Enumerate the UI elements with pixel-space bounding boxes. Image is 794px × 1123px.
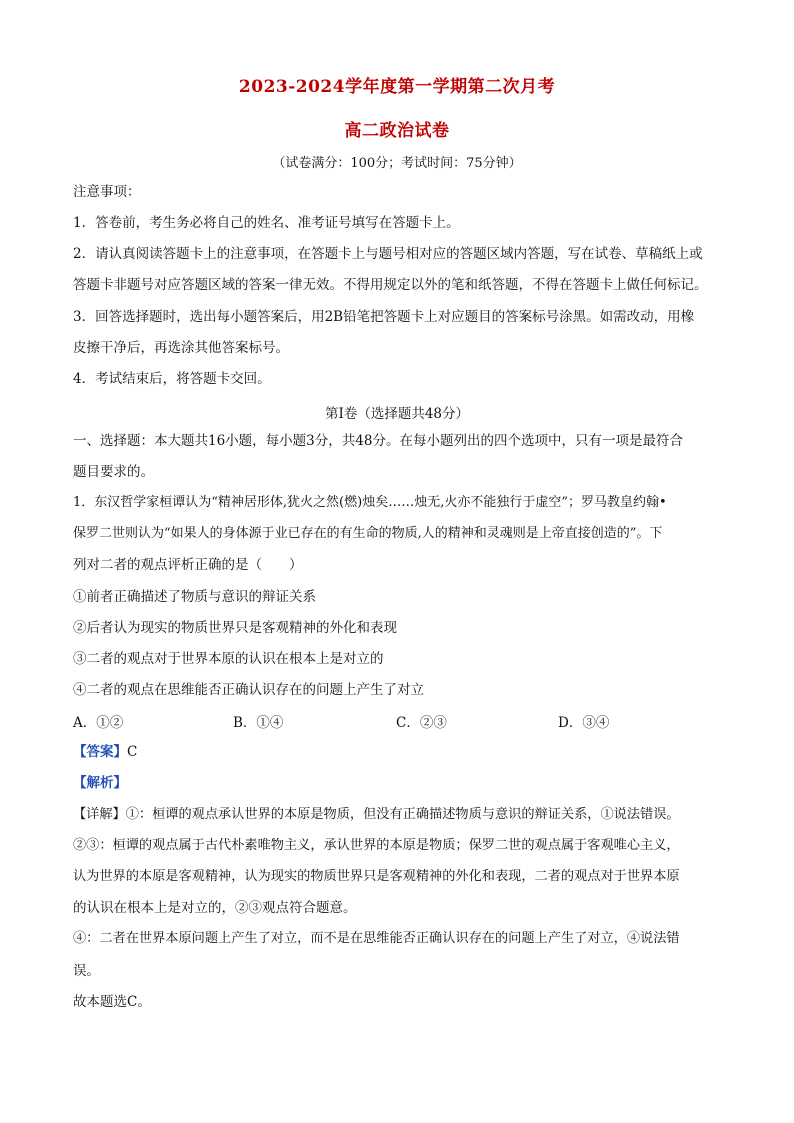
notice-item: 2．请认真阅读答题卡上的注意事项，在答题卡上与题号相对应的答题区域内答题，写在试卷、草稿纸上或	[73, 246, 703, 262]
detail-line: 的认识在根本上是对立的，②③观点符合题意。	[73, 900, 357, 916]
option-b: B．①④	[233, 715, 284, 731]
question-stem: 列对二者的观点评析正确的是（ ）	[73, 557, 303, 573]
answer-value: C	[127, 744, 138, 760]
section-title: 第Ⅰ卷（选择题共48分）	[324, 406, 469, 422]
option-a: A．①②	[73, 715, 124, 731]
exam-title: 2023-2024学年度第一学期第二次月考	[238, 77, 556, 97]
detail-label: 【详解】	[73, 807, 126, 822]
option-c: C．②③	[396, 715, 447, 731]
exam-subtitle: 高二政治试卷	[344, 121, 450, 141]
notice-heading: 注意事项：	[73, 184, 141, 200]
analysis-line	[73, 773, 723, 793]
statement-item: ④二者的观点在思维能否正确认识存在的问题上产生了对立	[73, 682, 424, 698]
option-d: D．③④	[558, 715, 610, 731]
detail-line: ④：二者在世界本原问题上产生了对立，而不是在思维能否正确认识存在的问题上产生了对立，④说法错	[73, 931, 680, 946]
notice-item: 皮擦干净后，再选涂其他答案标号。	[73, 340, 289, 356]
section-intro: 一、选择题：本大题共16小题，每小题3分，共48分。在每小题列出的四个选项中，只有一项是最符合	[73, 433, 683, 449]
detail-line: 误。	[73, 963, 100, 979]
notice-item: 1．答卷前，考生务必将自己的姓名、准考证号填写在答题卡上。	[73, 215, 460, 231]
statement-item: ③二者的观点对于世界本原的认识在根本上是对立的	[73, 651, 384, 667]
question-stem: 1．东汉哲学家桓谭认为“精神居形体,犹火之然(燃)烛矣……烛无,火亦不能独行于虚空”；罗马教皇约翰•	[73, 495, 667, 510]
answer-line	[73, 742, 723, 762]
section-intro: 题目要求的。	[73, 464, 154, 480]
exam-meta: （试卷满分：100分；考试时间：75分钟）	[272, 156, 522, 171]
detail-text: ①：桓谭的观点承认世界的本原是物质，但没有正确描述物质与意识的辩证关系，①说法错误。	[125, 807, 680, 822]
question-stem: 保罗二世则认为“如果人的身体源于业已存在的有生命的物质,人的精神和灵魂则是上帝直接创造的”。下	[73, 526, 663, 541]
detail-conclusion: 故本题选C。	[73, 994, 151, 1010]
analysis-label: 【解析】	[73, 775, 127, 791]
statement-item: ①前者正确描述了物质与意识的辩证关系	[73, 589, 316, 605]
detail-line: 认为世界的本原是客观精神，认为现实的物质世界只是客观精神的外化和表现，二者的观点对于世界本原	[73, 869, 680, 884]
notice-item: 4．考试结束后，将答题卡交回。	[73, 371, 271, 387]
statement-item: ②后者认为现实的物质世界只是客观精神的外化和表现	[73, 620, 397, 636]
detail-line: ②③：桓谭的观点属于古代朴素唯物主义，承认世界的本原是物质；保罗二世的观点属于客观唯心主义，	[73, 838, 680, 853]
answer-label: 【答案】	[73, 744, 127, 760]
detail-line	[73, 805, 723, 825]
notice-item: 3．回答选择题时，选出每小题答案后，用2B铅笔把答题卡上对应题目的答案标号涂黑。如需改动，用橡	[73, 309, 695, 325]
notice-item: 答题卡非题号对应答题区域的答案一律无效。不得用规定以外的笔和纸答题，不得在答题卡上做任何标记。	[73, 277, 708, 293]
